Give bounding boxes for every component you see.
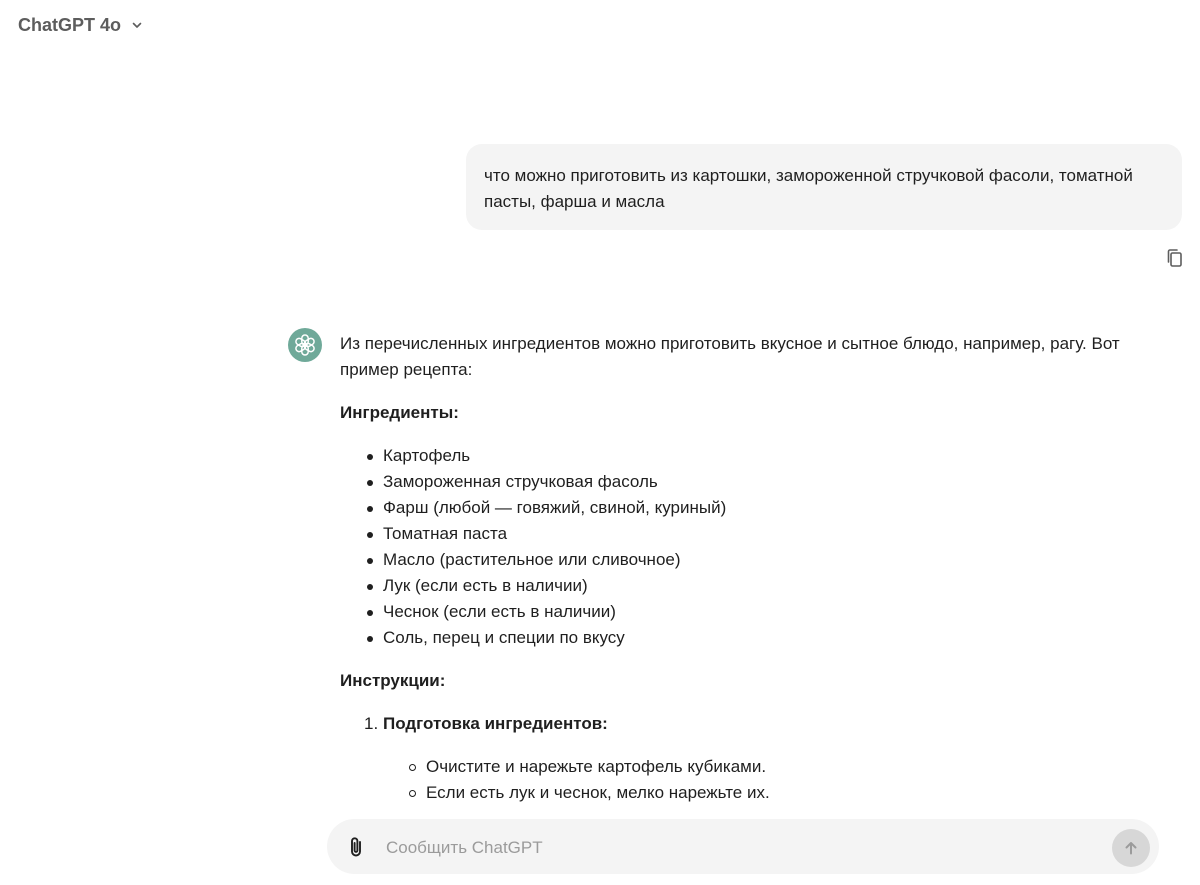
step-number: 1. (364, 714, 379, 733)
list-item: Фарш (любой — говяжий, свиной, куриный) (340, 495, 1180, 521)
send-button[interactable] (1112, 829, 1150, 867)
list-item: Очистите и нарежьте картофель кубиками. (383, 754, 1180, 780)
step-title: Подготовка ингредиентов: (383, 714, 608, 733)
list-item: Томатная паста (340, 521, 1180, 547)
list-item: Замороженная стручковая фасоль (340, 469, 1180, 495)
list-item: Лук (если есть в наличии) (340, 573, 1180, 599)
copy-icon[interactable] (1164, 247, 1186, 269)
ingredients-list (340, 443, 1180, 651)
step-items (383, 754, 1180, 806)
list-item: Картофель (340, 443, 1180, 469)
paperclip-icon[interactable] (345, 835, 367, 859)
list-item: Если есть лук и чеснок, мелко нарежьте их. (383, 780, 1180, 806)
message-input[interactable] (384, 819, 1088, 876)
instructions-heading: Инструкции: (340, 671, 446, 690)
list-item: Масло (растительное или сливочное) (340, 547, 1180, 573)
assistant-intro: Из перечисленных ингредиентов можно приготовить вкусное и сытное блюдо, например, рагу. Вот пример рецепта: (340, 334, 1120, 379)
user-message-bubble (466, 144, 1182, 230)
instruction-step (340, 711, 1180, 806)
model-selector[interactable] (18, 12, 143, 38)
arrow-up-icon (1122, 839, 1140, 857)
list-item: Чеснок (если есть в наличии) (340, 599, 1180, 625)
instructions-list (340, 711, 1180, 806)
message-composer (327, 819, 1159, 874)
openai-logo-icon (293, 333, 317, 357)
ingredients-heading: Ингредиенты: (340, 403, 459, 422)
user-message-text: что можно приготовить из картошки, замороженной стручковой фасоли, томатной пасты, фарша и масла (484, 166, 1133, 211)
model-title: ChatGPT 4o (18, 14, 122, 35)
chevron-down-icon (131, 19, 143, 31)
assistant-avatar (288, 328, 322, 362)
list-item: Соль, перец и специи по вкусу (340, 625, 1180, 651)
assistant-message (340, 330, 1180, 808)
